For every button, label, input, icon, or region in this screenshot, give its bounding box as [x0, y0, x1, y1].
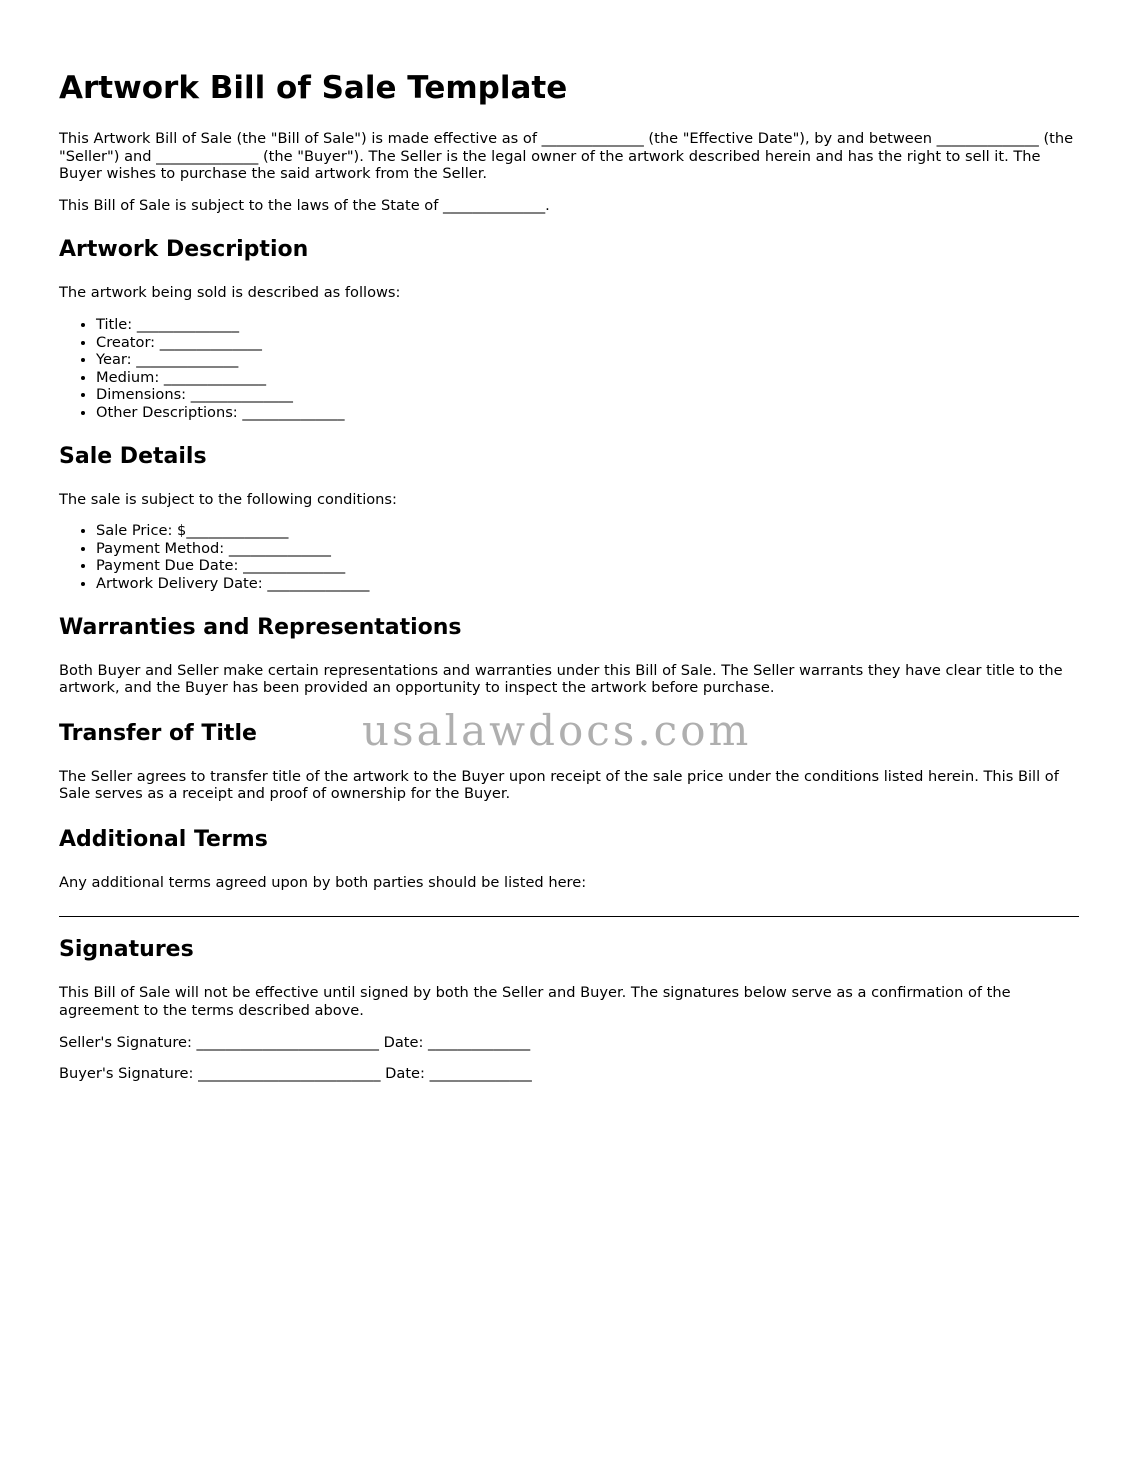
- seller-signature-line: Seller's Signature: _________________________ Date: ______________: [59, 1033, 531, 1051]
- artwork-description-heading: Artwork Description: [59, 237, 309, 263]
- warranties-paragraph: Both Buyer and Seller make certain representations and warranties under this Bill of Sale. The Seller warrants they have clear title to the artwork, and the Buyer has been provided an opportunity to inspect the artwork before purchase.: [59, 661, 1063, 697]
- list-item: • Other Descriptions: ______________: [96, 404, 1081, 422]
- signatures-paragraph: This Bill of Sale will not be effective until signed by both the Seller and Buyer. The signatures below serve as a confirmation of the agreement to the terms described above.: [59, 984, 1011, 1020]
- transfer-of-title-paragraph: The Seller agrees to transfer title of the artwork to the Buyer upon receipt of the sale price under the conditions listed herein. This Bill of Sale serves as a receipt and proof of ownership for the Buyer.: [59, 767, 1059, 803]
- list-item: • Creator: ______________: [96, 334, 1081, 352]
- artwork-description-lead: The artwork being sold is described as follows:: [59, 284, 401, 302]
- transfer-of-title-heading: Transfer of Title: [59, 720, 257, 746]
- list-item: • Payment Method: ______________: [96, 540, 1081, 558]
- document-title: Artwork Bill of Sale Template: [59, 70, 568, 106]
- list-item: • Sale Price: $______________: [96, 522, 1081, 540]
- warranties-heading: Warranties and Representations: [59, 614, 462, 640]
- additional-terms-paragraph: Any additional terms agreed upon by both parties should be listed here:: [59, 873, 587, 891]
- additional-terms-line: [59, 916, 1079, 917]
- list-item: • Artwork Delivery Date: ______________: [96, 575, 1081, 593]
- intro-paragraph: This Artwork Bill of Sale (the "Bill of Sale") is made effective as of ______________ (the "Effective Date"), by and between ______________ (the "Seller") and ______________ (the "Buyer"). The Seller is the legal owner of the artwork described herein and has the right to sell it. The Buyer wishes to purchase the said artwork from the Seller.: [59, 130, 1074, 183]
- governing-law-paragraph: This Bill of Sale is subject to the laws of the State of ______________.: [59, 196, 550, 214]
- list-item: • Year: ______________: [96, 351, 1081, 369]
- artwork-description-list: [59, 316, 1081, 422]
- watermark: usalawdocs.com: [362, 706, 752, 755]
- document-page: [59, 66, 1081, 1097]
- list-item: • Dimensions: ______________: [96, 386, 1081, 404]
- list-item: • Payment Due Date: ______________: [96, 557, 1081, 575]
- additional-terms-heading: Additional Terms: [59, 826, 268, 852]
- list-item: • Medium: ______________: [96, 369, 1081, 387]
- list-item: • Title: ______________: [96, 316, 1081, 334]
- sale-details-list: [59, 522, 1081, 592]
- sale-details-lead: The sale is subject to the following conditions:: [59, 490, 397, 508]
- buyer-signature-line: Buyer's Signature: _________________________ Date: ______________: [59, 1065, 532, 1083]
- sale-details-heading: Sale Details: [59, 443, 207, 469]
- signatures-heading: Signatures: [59, 937, 194, 963]
